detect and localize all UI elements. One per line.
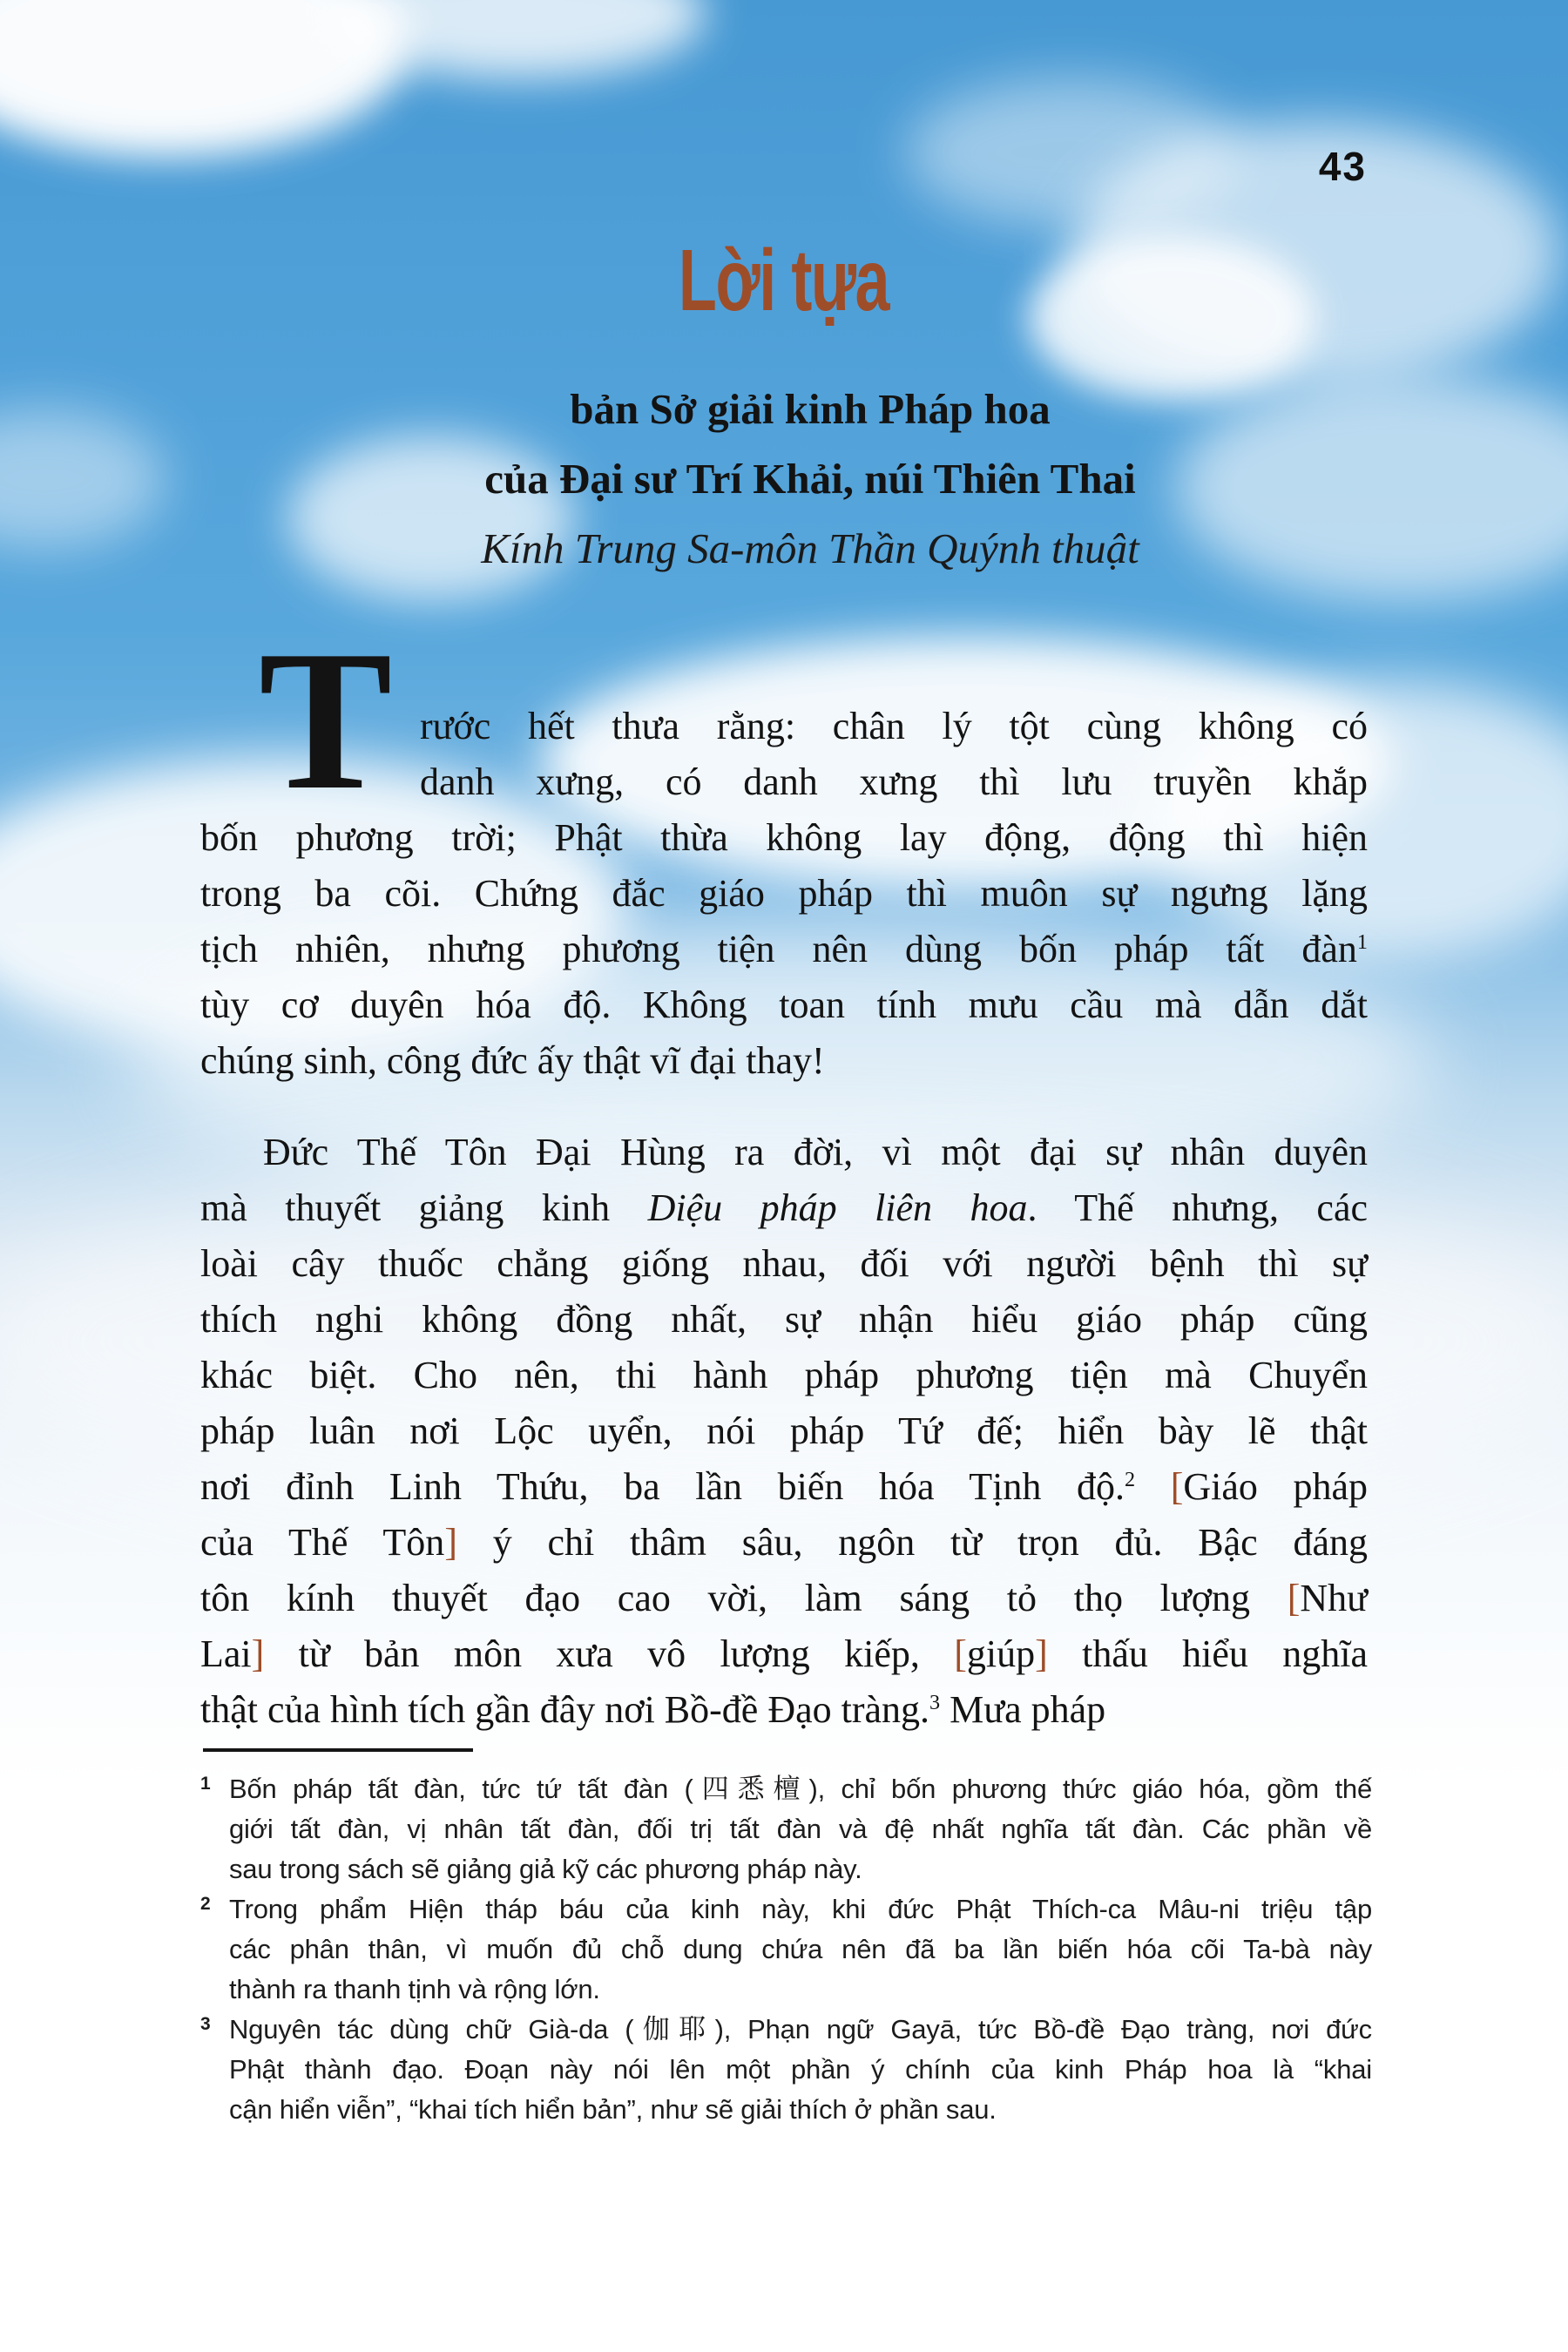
body-line: Đức Thế Tôn Đại Hùng ra đời, vì một đại sự nhân duyên	[263, 1131, 1368, 1173]
page-number: 43	[1318, 144, 1367, 189]
body-line: trong ba cõi. Chứng đắc giáo pháp thì muôn sự ngưng lặng	[200, 872, 1368, 915]
chapter-title	[0, 232, 1568, 329]
body-line: chúng sinh, công đức ấy thật vĩ đại thay!	[200, 1039, 825, 1082]
footnote-line: cận hiển viễn”, “khai tích hiển bản”, như sẽ giải thích ở phần sau.	[229, 2094, 997, 2125]
body-line: thích nghi không đồng nhất, sự nhận hiểu giáo pháp cũng	[200, 1298, 1368, 1341]
body-line: bốn phương trời; Phật thừa không lay động, động thì hiện	[200, 816, 1368, 859]
paragraph-2	[200, 1125, 1368, 1738]
footnote-line: các phân thân, vì muốn đủ chỗ dung chứa nên đã ba lần biến hóa cõi Ta-bà này	[229, 1934, 1372, 1964]
body-line: thật của hình tích gần đây nơi Bồ-đề Đạo tràng.$^3$ Mưa pháp	[200, 1688, 1106, 1731]
paragraph-1	[200, 699, 1368, 1089]
footnote-line: thành ra thanh tịnh và rộng lớn.	[229, 1974, 600, 2004]
subtitle-line-1: bản Sở giải kinh Pháp hoa	[570, 385, 1051, 433]
cloud	[0, 409, 166, 549]
body-line: loài cây thuốc chẳng giống nhau, đối với người bệnh thì sự	[200, 1242, 1368, 1285]
body-line: pháp luân nơi Lộc uyển, nói pháp Tứ đế; hiển bày lẽ thật	[200, 1409, 1368, 1452]
footnote-2	[200, 1889, 1372, 2010]
body-line: Lai] từ bản môn xưa vô lượng kiếp, [giúp] thấu hiểu nghĩa	[200, 1632, 1369, 1675]
body-line: tịch nhiên, nhưng phương tiện nên dùng bốn pháp tất đàn$^1$	[200, 928, 1368, 970]
body-line: của Thế Tôn] ý chỉ thâm sâu, ngôn từ trọn đủ. Bậc đáng	[200, 1521, 1368, 1564]
body-line: mà thuyết giảng kinh Diệu pháp liên hoa. Thế nhưng, các	[200, 1186, 1369, 1229]
subtitle-line-2: của Đại sư Trí Khải, núi Thiên Thai	[484, 455, 1136, 503]
footnote-line: Nguyên tác dùng chữ Già-da (伽耶), Phạn ngữ Gayā, tức Bồ-đề Đạo tràng, nơi đức	[229, 2014, 1372, 2044]
footnote-line: Trong phẩm Hiện tháp báu của kinh này, khi đức Phật Thích-ca Mâu-ni triệu tập	[229, 1894, 1372, 1924]
body-line: khác biệt. Cho nên, thi hành pháp phương tiện mà Chuyển	[200, 1354, 1368, 1396]
footnote-line: giới tất đàn, vị nhân tất đàn, đối trị tất đàn và đệ nhất nghĩa tất đàn. Các phần về	[229, 1814, 1372, 1844]
footnote-separator	[203, 1748, 473, 1752]
body-line: rước hết thưa rằng: chân lý tột cùng không có	[420, 705, 1368, 747]
footnote-marker: 1	[200, 1774, 211, 1794]
footnote-line: Phật thành đạo. Đoạn này nói lên một phần ý chính của kinh Pháp hoa là “khai	[229, 2054, 1372, 2085]
body-line: tùy cơ duyên hóa độ. Không toan tính mưu cầu mà dẫn dắt	[200, 983, 1368, 1026]
footnote-1	[200, 1769, 1372, 1889]
footnotes	[200, 1769, 1372, 2130]
chapter-title-text: Lời tựa	[679, 232, 889, 329]
body-line: tôn kính thuyết đạo cao vời, làm sáng tỏ thọ lượng [Như	[200, 1577, 1368, 1619]
footnote-3	[200, 2010, 1372, 2130]
footnote-line: sau trong sách sẽ giảng giả kỹ các phương pháp này.	[229, 1854, 862, 1884]
attribution-line: Kính Trung Sa-môn Thần Quýnh thuật	[481, 524, 1139, 572]
footnote-line: Bốn pháp tất đàn, tức tứ tất đàn (四悉檀), chỉ bốn phương thức giáo hóa, gồm thế	[229, 1774, 1372, 1804]
footnote-marker: 3	[200, 2014, 211, 2034]
drop-cap: T	[259, 609, 393, 831]
body-line: danh xưng, có danh xưng thì lưu truyền khắp	[420, 760, 1368, 803]
footnote-marker: 2	[200, 1894, 211, 1914]
body-line: nơi đỉnh Linh Thứu, ba lần biến hóa Tịnh độ.$^2$ [Giáo pháp	[200, 1465, 1369, 1508]
